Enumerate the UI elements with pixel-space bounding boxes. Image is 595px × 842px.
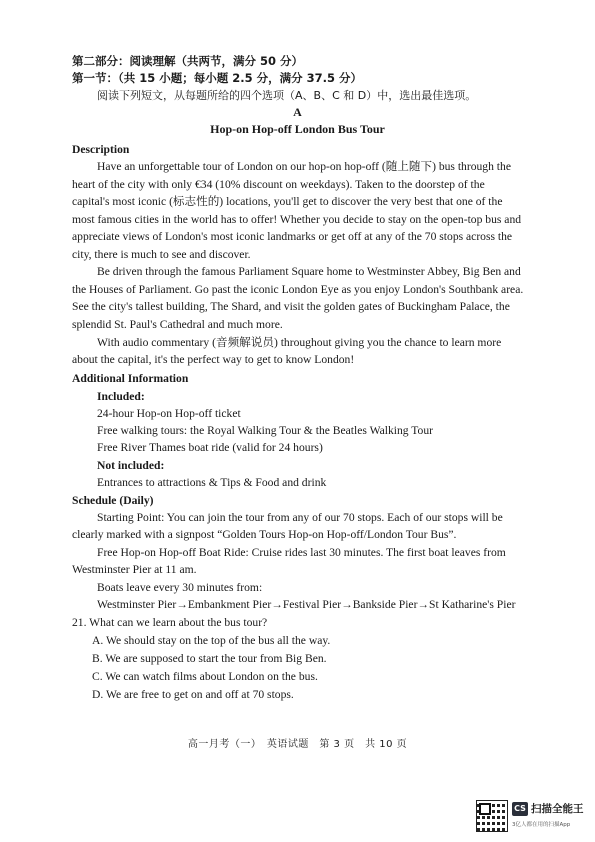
pier-route: Westminster Pier→Embankment Pier→Festival Pier→Bankside Pier→St Katharine's Pier — [97, 598, 516, 611]
paragraph-line: With audio commentary (音频解说员) throughout giving you the chance to learn more — [97, 336, 502, 349]
paragraph-line: the Houses of Parliament. Go past the iconic London Eye as you enjoy London's Southbank area. — [72, 283, 524, 296]
part-heading: 第二部分：阅读理解（共两节，满分 50 分） — [72, 54, 304, 68]
paragraph-line: Starting Point: You can join the tour from any of our 70 stops. Each of our stops will be — [97, 511, 503, 524]
included-label: Included: — [97, 390, 145, 403]
section-heading: 第一节：（共 15 小题；每小题 2.5 分，满分 37.5 分） — [72, 71, 363, 85]
option-c: C. We can watch films about London on the bus. — [92, 670, 318, 683]
included-item: 24-hour Hop-on Hop-off ticket — [97, 407, 241, 420]
additional-info-heading: Additional Information — [72, 372, 189, 385]
paragraph-line: Free Hop-on Hop-off Boat Ride: Cruise rides last 30 minutes. The first boat leaves from — [97, 546, 506, 559]
paragraph-line: about the capital, it's the perfect way to get to know London! — [72, 353, 355, 366]
included-item: Free River Thames boat ride (valid for 24 hours) — [97, 441, 323, 454]
scanner-watermark — [476, 800, 591, 834]
paragraph-line: clearly marked with a signpost “Golden Tours Hop-on Hop-off/London Tour Bus”. — [72, 528, 457, 541]
scanner-tagline: 3亿人都在用的扫描App — [512, 822, 571, 828]
instruction-text: 阅读下列短文，从每题所给的四个选项（A、B、C 和 D）中，选出最佳选项。 — [97, 89, 477, 102]
paragraph-line: splendid St. Paul's Cathedral and much more. — [72, 318, 283, 331]
paragraph-line: most famous cities in the world has to offer! Whether you decide to stay on the open-top bus and — [72, 213, 522, 226]
option-b: B. We are supposed to start the tour from Big Ben. — [92, 652, 327, 665]
paragraph-line: Be driven through the famous Parliament Square home to Westminster Abbey, Big Ben and — [97, 265, 521, 278]
paragraph-line: heart of the city with only €34 (10% discount on weekdays). Taken to the doorstep of the — [72, 178, 485, 191]
page-footer: 高一月考（一） 英语试题 第 3 页 共 10 页 — [187, 739, 408, 750]
paragraph-line: Boats leave every 30 minutes from: — [97, 581, 263, 594]
passage-title: Hop-on Hop-off London Bus Tour — [210, 122, 385, 136]
option-d: D. We are free to get on and off at 70 stops. — [92, 688, 294, 701]
not-included-item: Entrances to attractions & Tips & Food and drink — [97, 476, 327, 489]
paragraph-line: city, there is much to see and discover. — [72, 248, 251, 261]
paragraph-line: Have an unforgettable tour of London on our hop-on hop-off (随上随下) bus through the — [97, 160, 511, 173]
not-included-label: Not included: — [97, 459, 165, 472]
description-heading: Description — [72, 143, 130, 156]
paragraph-line: capital's most iconic (标志性的) locations, you'll get to discover the very best that one of the — [72, 195, 503, 208]
cs-logo-icon: CS — [512, 802, 528, 816]
qr-code-icon — [476, 800, 508, 832]
question-stem: 21. What can we learn about the bus tour? — [72, 616, 268, 629]
passage-letter: A — [293, 105, 302, 119]
option-a: A. We should stay on the top of the bus all the way. — [92, 634, 331, 647]
scanner-app-name: 扫描全能王 — [531, 803, 584, 815]
paragraph-line: See the city's tallest building, The Shard, and visit the golden gates of Buckingham Palace, the — [72, 300, 510, 313]
included-item: Free walking tours: the Royal Walking Tour & the Beatles Walking Tour — [97, 424, 434, 437]
schedule-heading: Schedule (Daily) — [72, 494, 154, 507]
paragraph-line: appreciate views of London's most iconic landmarks or get off at any of the 70 stops across the — [72, 230, 513, 243]
paragraph-line: Westminster Pier at 11 am. — [72, 563, 197, 576]
